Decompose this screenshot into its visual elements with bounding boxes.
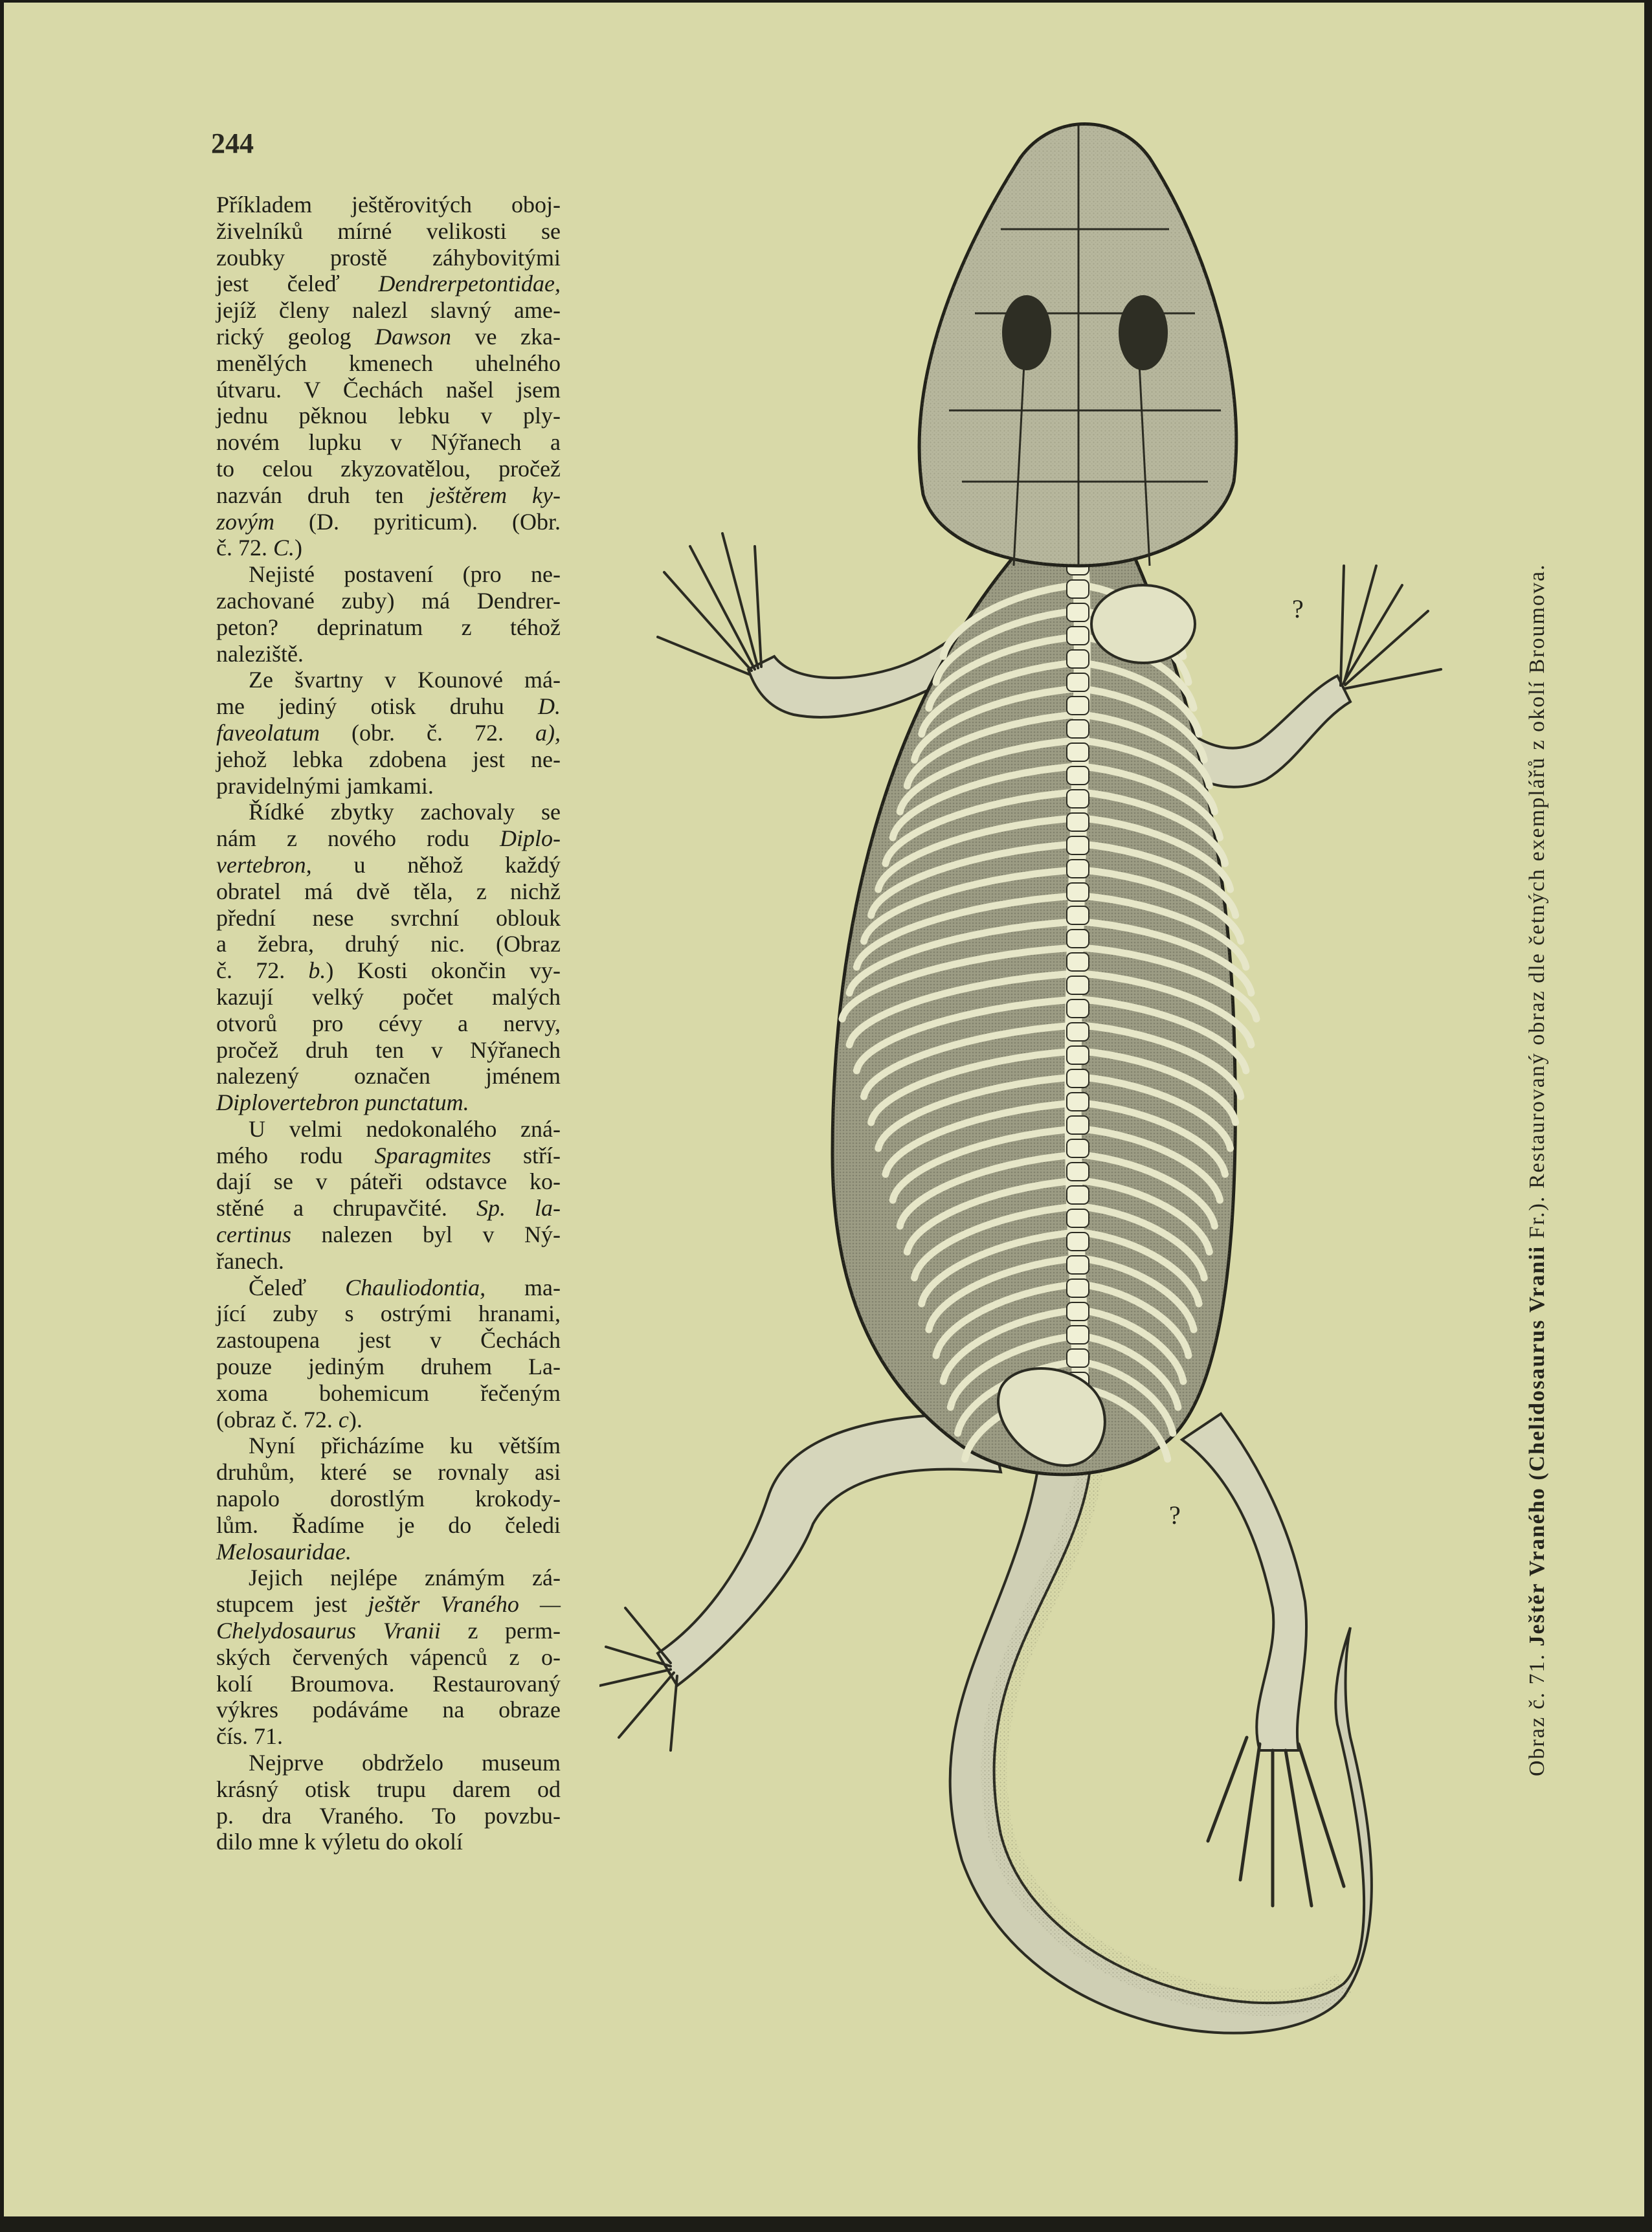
vertebra bbox=[1067, 790, 1089, 808]
text-run: novém lupku v Nýřanech a bbox=[216, 429, 561, 456]
text-run: živelníků mírné velikosti se bbox=[216, 218, 561, 244]
text-line bbox=[216, 297, 561, 324]
italic-text: zovým bbox=[216, 508, 274, 535]
text-run: peton? deprinatum z téhož bbox=[216, 614, 561, 640]
vertebra bbox=[1067, 743, 1089, 761]
italic-text: a), bbox=[535, 719, 561, 746]
vertebra bbox=[1067, 1069, 1089, 1088]
text-line bbox=[216, 271, 561, 297]
vertebra bbox=[1067, 906, 1089, 924]
text-line bbox=[216, 509, 561, 535]
italic-text: certinus bbox=[216, 1222, 291, 1248]
vertebra bbox=[1067, 1349, 1089, 1367]
text-line bbox=[216, 1829, 561, 1855]
text-run: Nejprve obdrželo museum bbox=[249, 1750, 561, 1776]
text-run: otvorů pro cévy a nervy, bbox=[216, 1010, 561, 1036]
italic-text: ještěr Vraného — bbox=[368, 1591, 561, 1618]
right-hind-leg bbox=[1182, 1414, 1306, 1750]
text-line bbox=[216, 192, 561, 218]
left-eye-socket bbox=[1002, 295, 1051, 370]
italic-text: D. bbox=[538, 693, 561, 720]
text-run: zastoupena jest v Čechách bbox=[216, 1327, 561, 1354]
text-run: ma- bbox=[486, 1274, 561, 1300]
text-line bbox=[216, 588, 561, 614]
lizard-skeleton-illustration bbox=[599, 119, 1532, 2152]
text-line bbox=[216, 1063, 561, 1089]
text-run: (obr. č. 72. bbox=[319, 719, 535, 746]
right-hind-toes bbox=[1208, 1737, 1344, 1906]
text-line bbox=[216, 1539, 561, 1565]
text-run: zoubky prostě záhybovitými bbox=[216, 244, 561, 271]
text-run: xoma bohemicum řečeným bbox=[216, 1379, 561, 1406]
text-line bbox=[216, 1433, 561, 1459]
text-line bbox=[216, 1089, 561, 1116]
text-run: čís. 71. bbox=[216, 1723, 283, 1750]
italic-text: Melosauridae. bbox=[216, 1538, 352, 1565]
vertebra bbox=[1067, 1279, 1089, 1297]
italic-text: Dawson bbox=[375, 323, 452, 350]
text-run: druhům, které se rovnaly asi bbox=[216, 1459, 561, 1486]
italic-text: ještěrem ky- bbox=[429, 482, 561, 508]
vertebra bbox=[1067, 1163, 1089, 1181]
text-line bbox=[216, 350, 561, 377]
text-line bbox=[216, 456, 561, 482]
text-run: č. 72. bbox=[216, 535, 273, 561]
text-line bbox=[216, 773, 561, 799]
text-run: jednu pěknou lebku v ply- bbox=[216, 403, 561, 429]
vertebra bbox=[1067, 627, 1089, 645]
vertebra bbox=[1067, 976, 1089, 994]
text-run: Nyní přicházíme ku větším bbox=[249, 1433, 561, 1459]
vertebra bbox=[1067, 673, 1089, 691]
text-run: pročež druh ten v Nýřanech bbox=[216, 1036, 561, 1063]
text-run: krásný otisk trupu darem od bbox=[216, 1776, 561, 1802]
text-line bbox=[216, 1486, 561, 1512]
text-run: Ze švartny v Kounové má- bbox=[249, 667, 561, 693]
text-line bbox=[216, 429, 561, 456]
text-line bbox=[216, 1644, 561, 1671]
book-page bbox=[4, 3, 1644, 2216]
right-eye-socket bbox=[1119, 295, 1168, 370]
text-run: Příkladem ještěrovitých oboj- bbox=[216, 192, 561, 218]
text-line bbox=[216, 1116, 561, 1143]
vertebra bbox=[1067, 1186, 1089, 1204]
text-run: a žebra, druhý nic. (Obraz bbox=[216, 931, 561, 957]
vertebra bbox=[1067, 1139, 1089, 1157]
text-run: zachované zuby) má Dendrer- bbox=[216, 587, 561, 614]
text-line bbox=[216, 1697, 561, 1723]
question-marker-top: ? bbox=[1292, 594, 1304, 623]
vertebra bbox=[1067, 697, 1089, 715]
vertebra bbox=[1067, 1046, 1089, 1064]
text-run: stěné a chrupavčité. bbox=[216, 1195, 476, 1222]
text-line bbox=[216, 218, 561, 245]
text-line bbox=[216, 905, 561, 932]
text-line bbox=[216, 1512, 561, 1539]
text-line bbox=[216, 984, 561, 1010]
text-run: mého rodu bbox=[216, 1142, 375, 1168]
text-line bbox=[216, 561, 561, 588]
text-run: obratel má dvě těla, z nichž bbox=[216, 878, 561, 904]
italic-text: Chauliodontia, bbox=[345, 1274, 486, 1300]
vertebra bbox=[1067, 813, 1089, 831]
text-run: ve zka- bbox=[451, 323, 561, 350]
text-line bbox=[216, 1776, 561, 1803]
text-run: stří- bbox=[491, 1142, 561, 1168]
vertebra bbox=[1067, 1116, 1089, 1134]
text-run: ). bbox=[348, 1406, 363, 1433]
text-line bbox=[216, 1275, 561, 1301]
text-line bbox=[216, 931, 561, 957]
vertebra bbox=[1067, 860, 1089, 878]
text-run: útvaru. V Čechách našel jsem bbox=[216, 376, 561, 403]
text-line bbox=[216, 1407, 561, 1433]
caption-title: Ještěr Vraného (Chelidosaurus Vranii bbox=[1525, 1245, 1549, 1647]
text-line bbox=[216, 799, 561, 825]
text-line bbox=[216, 1671, 561, 1697]
left-hind-leg bbox=[658, 1414, 1001, 1686]
text-run: naleziště. bbox=[216, 640, 304, 667]
body-text-column bbox=[216, 192, 561, 1855]
text-run: z perm- bbox=[440, 1618, 561, 1644]
text-line bbox=[216, 1195, 561, 1222]
vertebra bbox=[1067, 999, 1089, 1018]
right-front-toes bbox=[1341, 566, 1441, 689]
text-run: to celou zkyzovatělou, pročež bbox=[216, 455, 561, 482]
vertebra bbox=[1067, 953, 1089, 971]
text-run: výkres podáváme na obraze bbox=[216, 1697, 561, 1723]
text-run: jejíž členy nalezl slavný ame- bbox=[216, 297, 561, 324]
text-run: ) Kosti okončin vy- bbox=[326, 957, 561, 984]
text-line bbox=[216, 482, 561, 509]
text-run: u něhož každý bbox=[311, 851, 561, 878]
vertebra bbox=[1067, 1209, 1089, 1227]
text-line bbox=[216, 1248, 561, 1275]
vertebra bbox=[1067, 930, 1089, 948]
italic-text: faveolatum bbox=[216, 719, 320, 746]
text-line bbox=[216, 1037, 561, 1064]
question-marker-bottom: ? bbox=[1169, 1501, 1181, 1530]
text-run: Nejisté postavení (pro ne- bbox=[249, 561, 561, 588]
vertebra bbox=[1067, 603, 1089, 621]
text-run: dilo mne k výletu do okolí bbox=[216, 1829, 463, 1855]
text-line bbox=[216, 1010, 561, 1037]
text-run: Jejich nejlépe známým zá- bbox=[249, 1565, 561, 1591]
left-front-toes bbox=[658, 533, 761, 675]
italic-text: Diplo- bbox=[500, 825, 561, 852]
vertebra bbox=[1067, 1256, 1089, 1274]
vertebra bbox=[1067, 766, 1089, 785]
text-line bbox=[216, 535, 561, 561]
text-line bbox=[216, 245, 561, 271]
text-line bbox=[216, 1327, 561, 1354]
text-line bbox=[216, 1459, 561, 1486]
vertebra bbox=[1067, 836, 1089, 854]
caption-suffix: Fr.). Restaurovaný obraz dle četných exemplářů z okolí Broumova. bbox=[1525, 563, 1549, 1245]
vertebra bbox=[1067, 1302, 1089, 1321]
scapula bbox=[1091, 585, 1195, 663]
italic-text: Dendrerpetontidae, bbox=[378, 271, 561, 297]
page-number: 244 bbox=[211, 128, 254, 159]
text-run: dají se v páteři odstavce ko- bbox=[216, 1168, 561, 1195]
text-line bbox=[216, 641, 561, 667]
text-line bbox=[216, 1618, 561, 1644]
text-run: nám z nového rodu bbox=[216, 825, 500, 852]
text-line bbox=[216, 746, 561, 773]
text-line bbox=[216, 1168, 561, 1195]
caption-prefix: Obraz č. 71. bbox=[1525, 1646, 1549, 1776]
text-run: lům. Řadíme je do čeledi bbox=[216, 1512, 561, 1538]
text-run: me jediný otisk druhu bbox=[216, 693, 538, 720]
text-line bbox=[216, 1380, 561, 1407]
text-run: ) bbox=[295, 535, 302, 561]
text-line bbox=[216, 614, 561, 641]
text-line bbox=[216, 1565, 561, 1591]
vertebra bbox=[1067, 1233, 1089, 1251]
text-run: p. dra Vraného. To povzbu- bbox=[216, 1802, 561, 1829]
text-run: (obraz č. 72. bbox=[216, 1406, 339, 1433]
text-run: stupcem jest bbox=[216, 1591, 368, 1618]
italic-text: Diplovertebron punctatum. bbox=[216, 1089, 469, 1116]
text-run: pravidelnými jamkami. bbox=[216, 772, 434, 799]
text-line bbox=[216, 878, 561, 905]
text-run: nalezený označen jménem bbox=[216, 1063, 561, 1089]
italic-text: c bbox=[338, 1406, 349, 1433]
left-hind-toes bbox=[599, 1608, 677, 1750]
text-line bbox=[216, 957, 561, 984]
text-line bbox=[216, 852, 561, 878]
text-line bbox=[216, 324, 561, 350]
text-run: Čeleď bbox=[249, 1274, 346, 1300]
text-line bbox=[216, 720, 561, 746]
text-line bbox=[216, 1591, 561, 1618]
text-run: napolo dorostlým krokody- bbox=[216, 1486, 561, 1512]
text-line bbox=[216, 825, 561, 852]
text-run: kazují velký počet malých bbox=[216, 983, 561, 1010]
italic-text: C. bbox=[273, 535, 295, 561]
italic-text: Chelydosaurus Vranii bbox=[216, 1618, 441, 1644]
text-line bbox=[216, 1354, 561, 1380]
text-line bbox=[216, 1723, 561, 1750]
tail bbox=[950, 1420, 1372, 2033]
figure-caption bbox=[1525, 563, 1550, 1776]
text-run: rický geolog bbox=[216, 323, 375, 350]
text-run: jest čeleď bbox=[216, 271, 379, 297]
text-line bbox=[216, 1222, 561, 1248]
vertebra bbox=[1067, 1326, 1089, 1344]
text-run: č. 72. bbox=[216, 957, 309, 984]
vertebra bbox=[1067, 1093, 1089, 1111]
text-run: jehož lebka zdobena jest ne- bbox=[216, 746, 561, 772]
text-run: ských červených vápenců z o- bbox=[216, 1644, 561, 1670]
vertebra bbox=[1067, 720, 1089, 738]
text-run: Řídké zbytky zachovaly se bbox=[249, 799, 561, 825]
text-line bbox=[216, 1803, 561, 1829]
text-line bbox=[216, 1143, 561, 1169]
italic-text: Sp. la- bbox=[476, 1195, 561, 1222]
text-run: U velmi nedokonalého zná- bbox=[249, 1115, 561, 1142]
text-line bbox=[216, 403, 561, 429]
vertebra bbox=[1067, 883, 1089, 901]
text-line bbox=[216, 1300, 561, 1327]
vertebra bbox=[1067, 650, 1089, 668]
italic-text: vertebron, bbox=[216, 851, 312, 878]
text-line bbox=[216, 377, 561, 403]
text-run: řanech. bbox=[216, 1247, 284, 1274]
text-line bbox=[216, 1750, 561, 1776]
text-line bbox=[216, 693, 561, 720]
text-run: nalezen byl v Ný- bbox=[291, 1222, 561, 1248]
text-run: jící zuby s ostrými hranami, bbox=[216, 1300, 561, 1327]
text-run: menělých kmenech uhelného bbox=[216, 350, 561, 376]
text-run: kolí Broumova. Restaurovaný bbox=[216, 1670, 561, 1697]
text-run: přední nese svrchní oblouk bbox=[216, 904, 561, 931]
vertebra bbox=[1067, 580, 1089, 598]
italic-text: b. bbox=[308, 957, 326, 984]
vertebra bbox=[1067, 1023, 1089, 1041]
text-line bbox=[216, 667, 561, 693]
text-run: (D. pyriticum). (Obr. bbox=[274, 508, 561, 535]
italic-text: Sparagmites bbox=[374, 1142, 491, 1168]
text-run: nazván druh ten bbox=[216, 482, 429, 508]
text-run: pouze jediným druhem La- bbox=[216, 1354, 561, 1380]
